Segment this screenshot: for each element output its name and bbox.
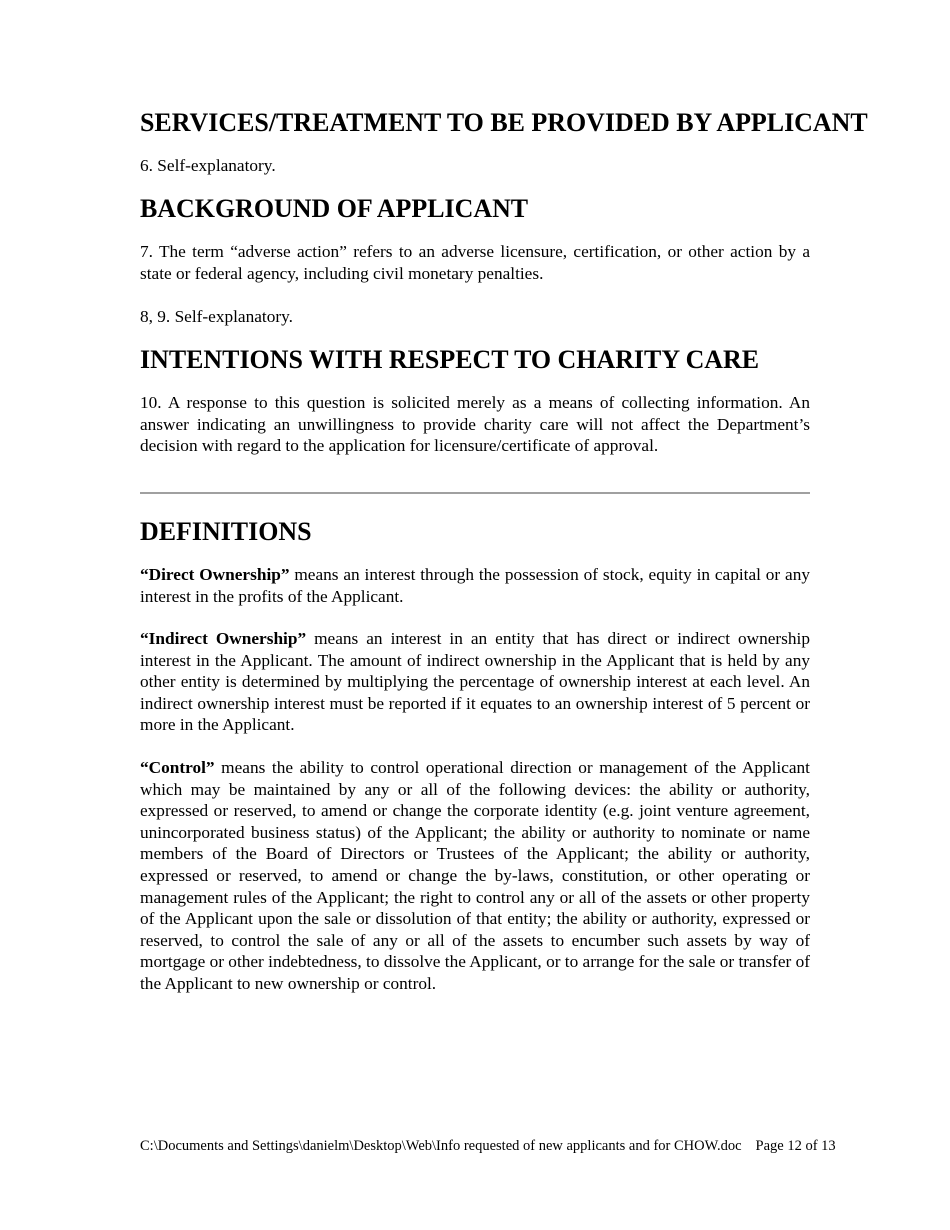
item-6-text: 6. Self-explanatory. [140, 156, 276, 175]
definition-text: means an interest through the possession of stock, equity in capital or any interest in the profits of the Applicant. [140, 565, 810, 606]
footer-page-number: Page 12 of 13 [755, 1138, 836, 1154]
definition-text: means an interest in an entity that has direct or indirect ownership interest in the Applicant. The amount of indirect ownership in the Applicant that is held by any other entity is determined by multiplying the percentage of ownership interest at each level. An indirect ownership interest must be reported if it equates to an ownership interest of 5 percent or more in the Applicant. [140, 629, 810, 735]
definition-text: means the ability to control operational direction or management of the Applicant which may be maintained by any or all of the following devices: the ability or authority, expressed or reserved, to amend or change the corporate identity (e.g. joint venture agreement, unincorporated business status) of the Applicant; the ability or authority to nominate or name members of the Board of Directors or Trustees of the Applicant; the ability or authority, expressed or reserved, to amend or change the by-laws, constitution, or other operating or management rules of the Applicant; the right to control any or all of the assets or other property of the Applicant upon the sale or dissolution of that entity; the ability or authority, expressed or reserved, to control the sale of any or all of the assets to encumber such assets by way of mortgage or other indebtedness, to dissolve the Applicant, or to arrange for the sale or transfer of the Applicant to new ownership or control. [140, 758, 810, 993]
services-heading: SERVICES/TREATMENT TO BE PROVIDED BY APPLICANT [140, 108, 868, 137]
definition-term: “Direct Ownership” [140, 565, 290, 584]
item-10-text: 10. A response to this question is solicited merely as a means of collecting information. An answer indicating an unwillingness to provide charity care will not affect the Department’s decision with regard to the application for licensure/certificate of approval. [140, 393, 810, 456]
charity-care-heading: INTENTIONS WITH RESPECT TO CHARITY CARE [140, 345, 760, 374]
definition-indirect-ownership [140, 628, 810, 736]
item-8-9-text: 8, 9. Self-explanatory. [140, 307, 293, 326]
definition-term: “Control” [140, 758, 215, 777]
item-7-text: 7. The term “adverse action” refers to an adverse licensure, certification, or other action by a state or federal agency, including civil monetary penalties. [140, 242, 810, 283]
section-divider [140, 492, 810, 494]
page-footer [140, 1137, 900, 1155]
footer-file-path: C:\Documents and Settings\danielm\Desktop\Web\Info requested of new applicants and for CHOW.doc [140, 1138, 742, 1154]
definitions-heading: DEFINITIONS [140, 517, 312, 546]
background-heading: BACKGROUND OF APPLICANT [140, 194, 529, 223]
definition-control [140, 757, 810, 995]
definition-term: “Indirect Ownership” [140, 629, 307, 648]
definition-direct-ownership [140, 564, 810, 607]
